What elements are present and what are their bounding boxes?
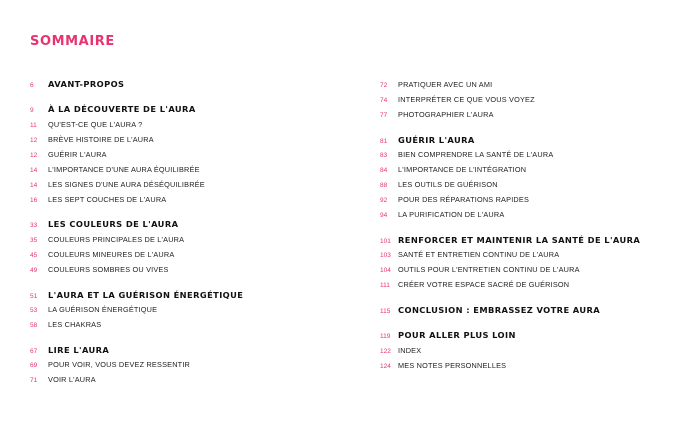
toc-entry[interactable] bbox=[30, 120, 142, 129]
toc-page-number: 6 bbox=[30, 82, 34, 89]
toc-entry-label: GUÉRIR L'AURA bbox=[398, 135, 475, 145]
toc-entry-label: OUTILS POUR L'ENTRETIEN CONTINU DE L'AURA bbox=[398, 265, 580, 274]
toc-entry[interactable] bbox=[30, 290, 243, 300]
toc-page-number: 51 bbox=[30, 293, 38, 300]
toc-entry-label: POUR ALLER PLUS LOIN bbox=[398, 330, 516, 340]
toc-entry-label: LES CHAKRAS bbox=[48, 320, 102, 329]
toc-entry-label: COULEURS SOMBRES OU VIVES bbox=[48, 265, 169, 274]
page-title: SOMMAIRE bbox=[30, 34, 115, 49]
toc-entry-label: SANTÉ ET ENTRETIEN CONTINU DE L'AURA bbox=[398, 250, 560, 259]
toc-entry-label: GUÉRIR L'AURA bbox=[48, 150, 107, 159]
toc-entry[interactable] bbox=[30, 250, 174, 259]
toc-page-number: 104 bbox=[380, 267, 391, 274]
toc-entry[interactable] bbox=[380, 150, 553, 159]
toc-entry[interactable] bbox=[380, 280, 569, 289]
toc-entry[interactable] bbox=[380, 165, 526, 174]
toc-entry[interactable] bbox=[380, 235, 640, 245]
toc-entry[interactable] bbox=[380, 135, 475, 145]
toc-entry[interactable] bbox=[380, 361, 506, 370]
toc-page-number: 103 bbox=[380, 252, 391, 259]
toc-entry-label: L'AURA ET LA GUÉRISON ÉNERGÉTIQUE bbox=[48, 290, 244, 300]
toc-entry-label: LES SEPT COUCHES DE L'AURA bbox=[48, 195, 167, 204]
toc-page-number: 94 bbox=[380, 212, 388, 219]
toc-page-number: 12 bbox=[30, 152, 38, 159]
toc-page-number: 92 bbox=[380, 197, 388, 204]
toc-entry[interactable] bbox=[30, 345, 109, 355]
toc-entry[interactable] bbox=[30, 320, 101, 329]
toc-page-number: 111 bbox=[380, 282, 390, 289]
toc-entry-label: LES COULEURS DE L'AURA bbox=[48, 219, 179, 229]
toc-entry-label: COULEURS PRINCIPALES DE L'AURA bbox=[48, 235, 185, 244]
toc-page-number: 122 bbox=[380, 348, 391, 355]
toc-entry-label: MES NOTES PERSONNELLES bbox=[398, 361, 507, 370]
toc-entry[interactable] bbox=[30, 195, 166, 204]
toc-entry[interactable] bbox=[30, 265, 169, 274]
toc-entry-label: BIEN COMPRENDRE LA SANTÉ DE L'AURA bbox=[398, 150, 554, 159]
toc-page-number: 11 bbox=[30, 122, 37, 129]
toc-entry[interactable] bbox=[30, 180, 205, 189]
toc-entry-label: BRÈVE HISTOIRE DE L'AURA bbox=[48, 135, 154, 144]
toc-page-number: 72 bbox=[380, 82, 388, 89]
toc-page-number: 69 bbox=[30, 362, 38, 369]
toc-entry-label: CONCLUSION : EMBRASSEZ VOTRE AURA bbox=[398, 305, 601, 315]
toc-entry[interactable] bbox=[380, 250, 559, 259]
toc-page-number: 101 bbox=[380, 238, 391, 245]
toc-entry-label: LA GUÉRISON ÉNERGÉTIQUE bbox=[48, 305, 158, 314]
toc-page-number: 49 bbox=[30, 267, 38, 274]
toc-entry-label: L'IMPORTANCE DE L'INTÉGRATION bbox=[398, 165, 527, 174]
toc-entry[interactable] bbox=[30, 150, 107, 159]
toc-entry-label: POUR DES RÉPARATIONS RAPIDES bbox=[398, 195, 530, 204]
toc-page-number: 16 bbox=[30, 197, 38, 204]
toc-entry-label: LES OUTILS DE GUÉRISON bbox=[398, 180, 498, 189]
toc-entry[interactable] bbox=[380, 110, 494, 119]
toc-page-number: 53 bbox=[30, 307, 38, 314]
toc-page-number: 12 bbox=[30, 137, 38, 144]
toc-page-number: 81 bbox=[380, 138, 388, 145]
toc-page-number: 58 bbox=[30, 322, 38, 329]
toc-entry[interactable] bbox=[30, 79, 124, 89]
toc-entry-label: LIRE L'AURA bbox=[48, 345, 110, 355]
toc-entry[interactable] bbox=[30, 219, 178, 229]
toc-page-number: 71 bbox=[30, 377, 38, 384]
toc-page-number: 9 bbox=[30, 107, 34, 114]
toc-page-number: 84 bbox=[380, 167, 388, 174]
toc-entry[interactable] bbox=[380, 346, 421, 355]
toc-entry[interactable] bbox=[380, 180, 498, 189]
toc-entry[interactable] bbox=[30, 360, 190, 369]
toc-page-number: 67 bbox=[30, 348, 38, 355]
toc-entry[interactable] bbox=[30, 235, 184, 244]
toc-entry[interactable] bbox=[380, 80, 492, 89]
toc-entry[interactable] bbox=[380, 195, 529, 204]
toc-entry-label: INDEX bbox=[398, 346, 422, 355]
toc-entry-label: COULEURS MINEURES DE L'AURA bbox=[48, 250, 175, 259]
toc-page-number: 88 bbox=[380, 182, 388, 189]
toc-entry-label: PHOTOGRAPHIER L'AURA bbox=[398, 110, 494, 119]
toc-entry-label: LES SIGNES D'UNE AURA DÉSÉQUILIBRÉE bbox=[48, 180, 205, 189]
toc-entry-label: VOIR L'AURA bbox=[48, 375, 96, 384]
toc-entry-label: AVANT-PROPOS bbox=[48, 79, 125, 89]
toc-entry-label: LA PURIFICATION DE L'AURA bbox=[398, 210, 505, 219]
toc-page-number: 35 bbox=[30, 237, 38, 244]
toc-page-number: 14 bbox=[30, 182, 38, 189]
toc-entry-label: POUR VOIR, VOUS DEVEZ RESSENTIR bbox=[48, 360, 191, 369]
toc-page-number: 77 bbox=[380, 112, 388, 119]
toc-entry[interactable] bbox=[380, 210, 504, 219]
toc-page-number: 74 bbox=[380, 97, 388, 104]
toc-entry-label: RENFORCER ET MAINTENIR LA SANTÉ DE L'AURA bbox=[398, 235, 641, 245]
toc-page-number: 33 bbox=[30, 222, 38, 229]
toc-entry-label: INTERPRÉTER CE QUE VOUS VOYEZ bbox=[398, 95, 535, 104]
toc-entry-label: CRÉER VOTRE ESPACE SACRÉ DE GUÉRISON bbox=[398, 280, 570, 289]
toc-entry-label: PRATIQUER AVEC UN AMI bbox=[398, 80, 493, 89]
toc-page-number: 45 bbox=[30, 252, 38, 259]
toc-entry[interactable] bbox=[30, 104, 196, 114]
toc-entry-label: À LA DÉCOUVERTE DE L'AURA bbox=[48, 104, 196, 114]
toc-entry-label: QU'EST-CE QUE L'AURA ? bbox=[48, 120, 143, 129]
toc-entry[interactable] bbox=[380, 305, 600, 315]
toc-entry[interactable] bbox=[30, 135, 154, 144]
toc-entry[interactable] bbox=[380, 95, 535, 104]
toc-entry[interactable] bbox=[380, 330, 516, 340]
toc-page-number: 115 bbox=[380, 308, 391, 315]
toc-entry-label: L'IMPORTANCE D'UNE AURA ÉQUILIBRÉE bbox=[48, 165, 200, 174]
toc-page-number: 83 bbox=[380, 152, 388, 159]
toc-entry[interactable] bbox=[30, 305, 157, 314]
toc-page-number: 14 bbox=[30, 167, 38, 174]
toc-entry[interactable] bbox=[30, 375, 96, 384]
toc-page-number: 124 bbox=[380, 363, 391, 370]
toc-page-number: 119 bbox=[380, 333, 391, 340]
toc-entry[interactable] bbox=[30, 165, 200, 174]
toc-entry[interactable] bbox=[380, 265, 580, 274]
